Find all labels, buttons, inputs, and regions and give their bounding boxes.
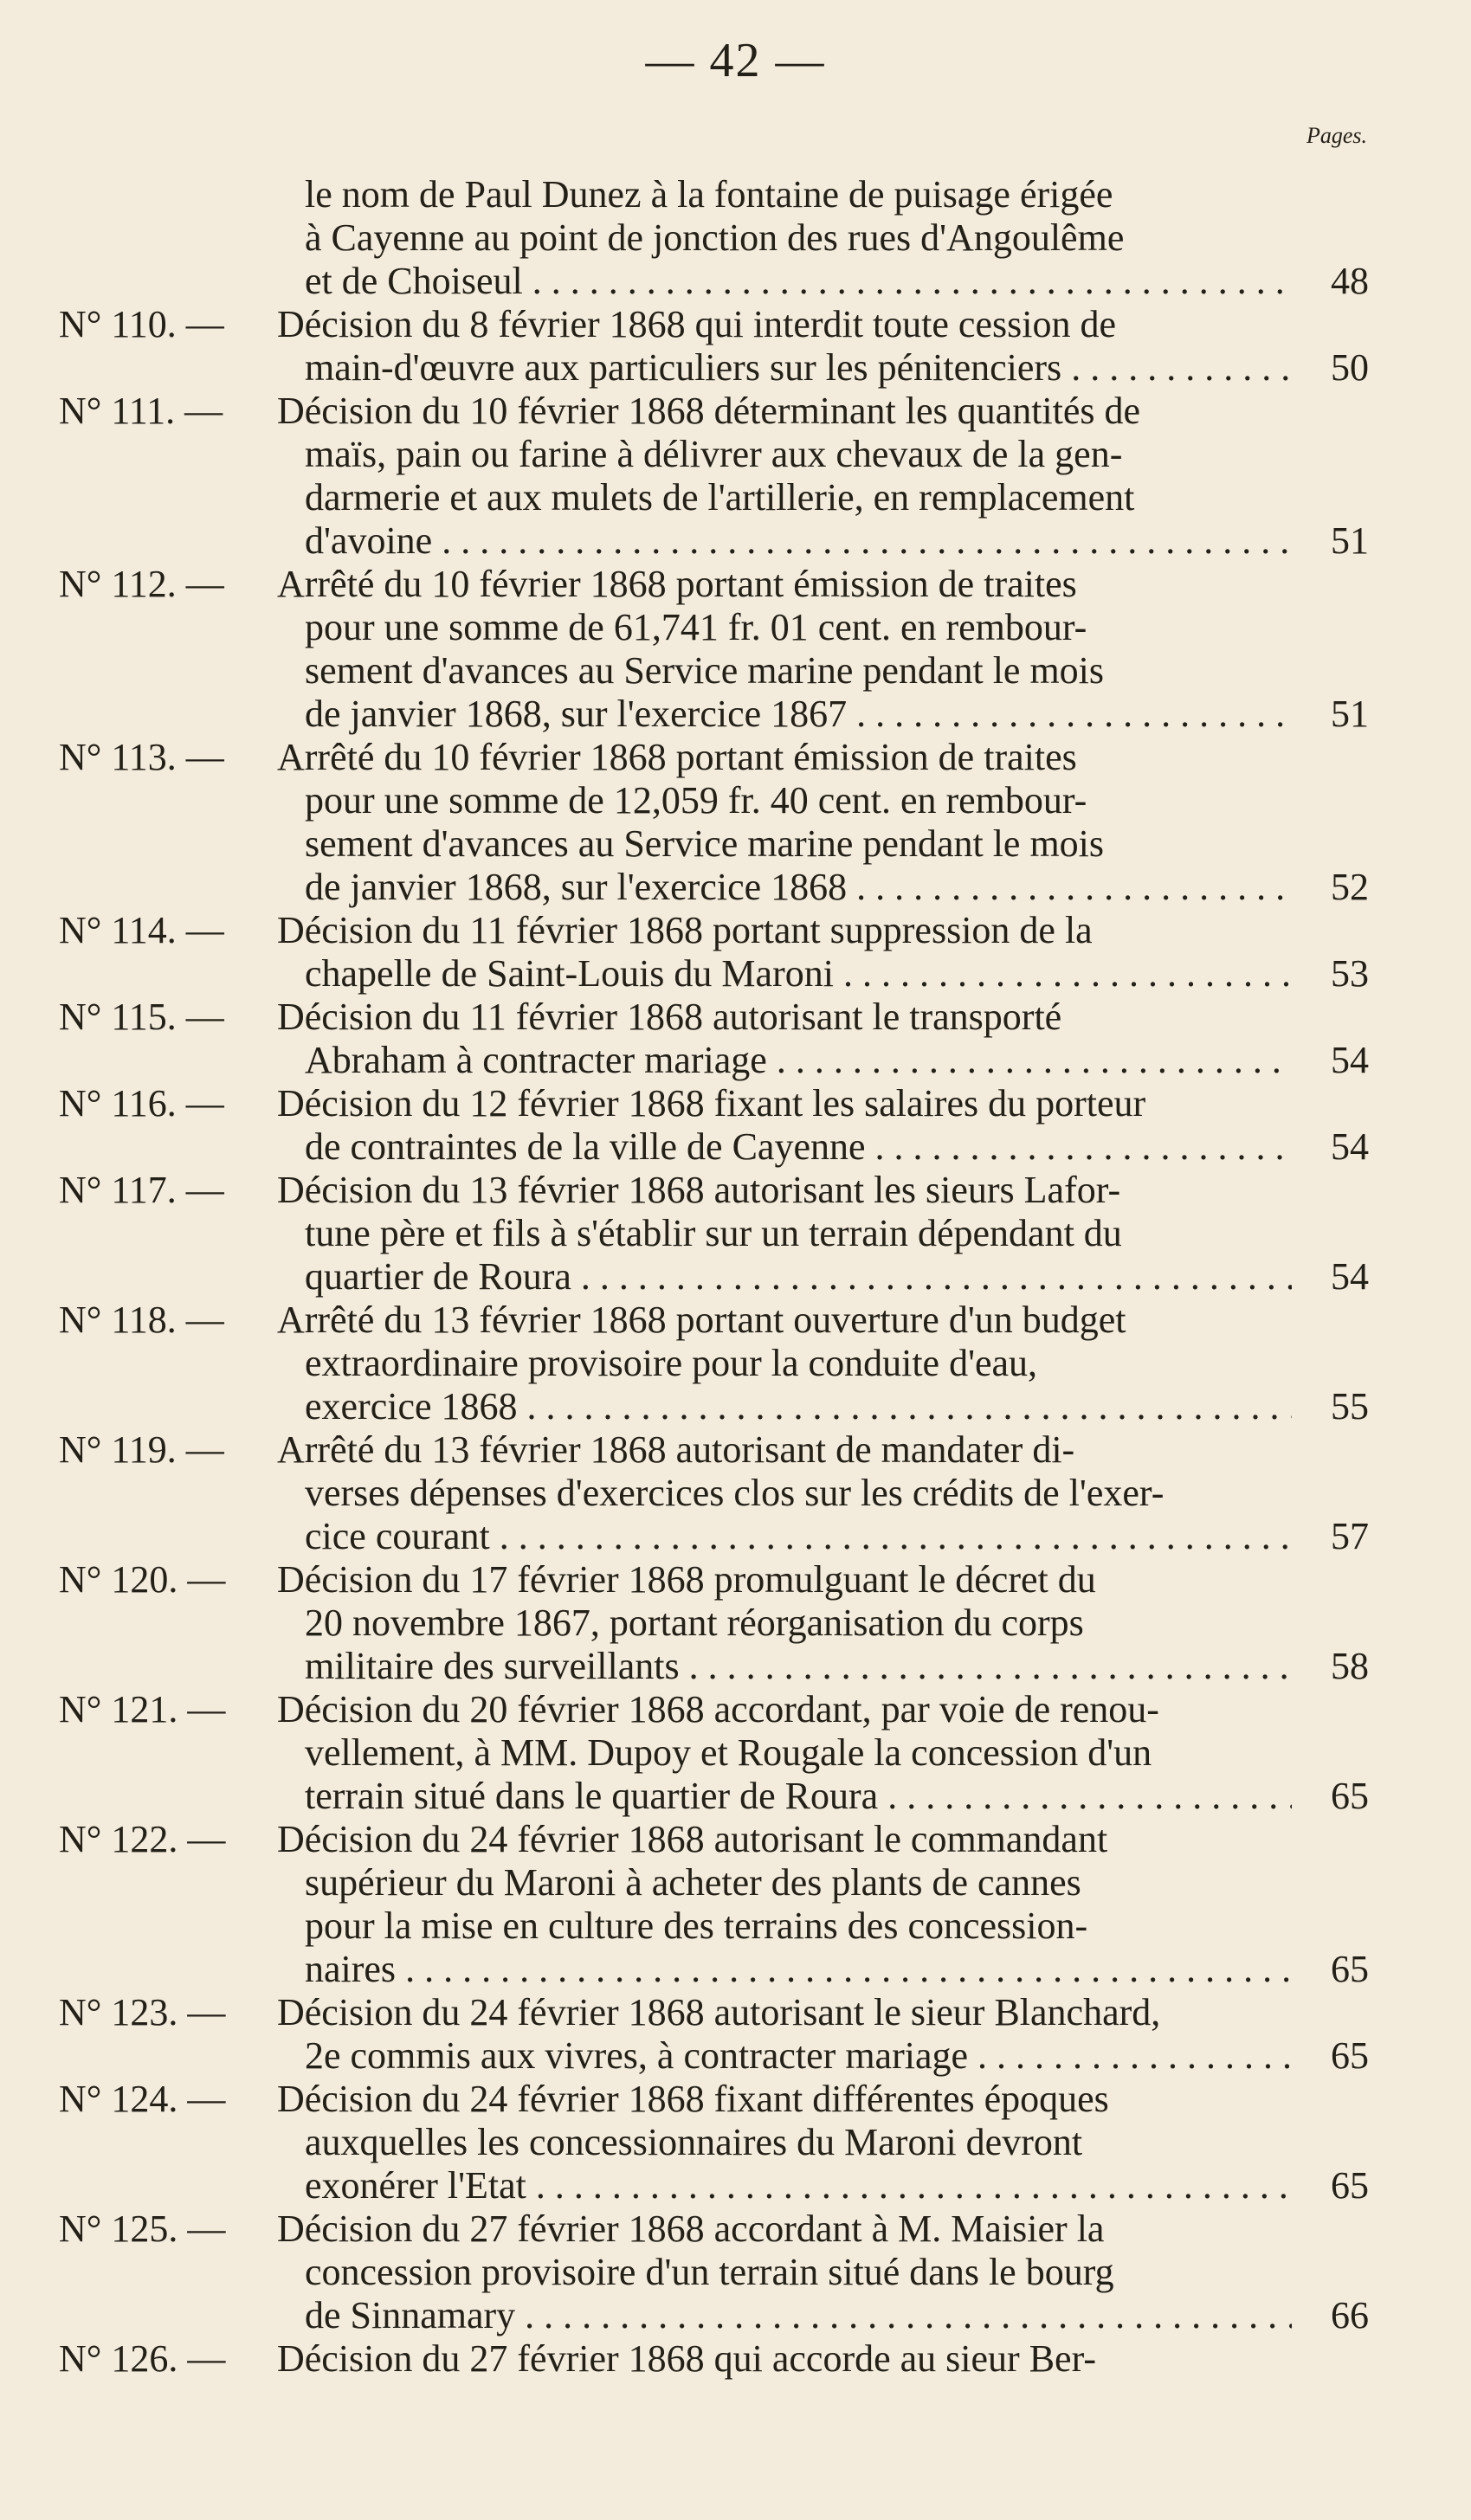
entry-number: N° 125. — bbox=[59, 2207, 226, 2250]
entry-page-number: 65 bbox=[1331, 1948, 1369, 1990]
toc-entry bbox=[0, 909, 1471, 996]
toc-entry bbox=[0, 2078, 1471, 2207]
entry-page-number: 54 bbox=[1331, 1039, 1369, 1081]
entry-line: Décision du 8 février 1868 qui interdit toute cession de bbox=[277, 303, 1116, 345]
entry-line: Décision du 27 février 1868 qui accorde au sieur Ber- bbox=[277, 2337, 1096, 2380]
entry-line: de janvier 1868, sur l'exercice 1867 . . . bbox=[305, 693, 1292, 736]
entry-line: Décision du 17 février 1868 promulguant le décret du bbox=[277, 1558, 1096, 1601]
toc-entry bbox=[0, 1558, 1471, 1688]
entry-page-number: 54 bbox=[1331, 1125, 1369, 1168]
entry-number: N° 124. — bbox=[59, 2078, 226, 2120]
entry-text bbox=[277, 303, 1292, 390]
toc-entry bbox=[0, 1688, 1471, 1818]
entry-number: N° 110. — bbox=[59, 303, 224, 345]
entry-line: Décision du 27 février 1868 accordant à M. Maisier la bbox=[277, 2207, 1105, 2250]
entry-page-number: 65 bbox=[1331, 2164, 1369, 2207]
entry-number: N° 121. — bbox=[59, 1688, 226, 1730]
toc-entry bbox=[0, 1169, 1471, 1299]
entry-text bbox=[277, 909, 1292, 996]
entry-line: quartier de Roura . . . bbox=[305, 1255, 1292, 1299]
entry-text bbox=[277, 736, 1292, 909]
toc-entry bbox=[0, 996, 1471, 1082]
toc-entry bbox=[0, 1818, 1471, 1991]
toc-entry bbox=[0, 2207, 1471, 2337]
entry-page-number: 50 bbox=[1331, 346, 1369, 389]
entry-line: militaire des surveillants . . . bbox=[305, 1645, 1292, 1688]
entry-number: N° 120. — bbox=[59, 1558, 226, 1601]
entry-text bbox=[277, 1688, 1292, 1818]
entry-line: extraordinaire provisoire pour la conduite d'eau, bbox=[305, 1342, 1038, 1384]
toc-entry bbox=[0, 173, 1471, 303]
entry-line: de contraintes de la ville de Cayenne . . . bbox=[305, 1125, 1292, 1169]
entry-line: Abraham à contracter mariage . . . bbox=[305, 1039, 1292, 1082]
entry-line: Décision du 12 février 1868 fixant les salaires du porteur bbox=[277, 1082, 1146, 1125]
entry-line: verses dépenses d'exercices clos sur les crédits de l'exer- bbox=[305, 1472, 1165, 1514]
entry-number: N° 116. — bbox=[59, 1082, 224, 1125]
entry-line: vellement, à MM. Dupoy et Rougale la concession d'un bbox=[305, 1731, 1152, 1774]
entry-line: pour une somme de 12,059 fr. 40 cent. en rembour- bbox=[305, 779, 1087, 822]
entry-number: N° 115. — bbox=[59, 996, 224, 1038]
entry-line: et de Choiseul . . . bbox=[305, 260, 1292, 303]
entry-line: supérieur du Maroni à acheter des plants de cannes bbox=[305, 1861, 1081, 1904]
entry-line: pour une somme de 61,741 fr. 01 cent. en rembour- bbox=[305, 606, 1087, 648]
toc-entry bbox=[0, 303, 1471, 390]
entry-page-number: 57 bbox=[1331, 1515, 1369, 1557]
entry-line: maïs, pain ou farine à délivrer aux chevaux de la gen- bbox=[305, 433, 1123, 475]
entry-line: 2e commis aux vivres, à contracter mariage . . . bbox=[305, 2034, 1292, 2078]
entry-text bbox=[277, 996, 1292, 1082]
entry-number: N° 111. — bbox=[59, 390, 223, 432]
entry-line: de janvier 1868, sur l'exercice 1868 . . . bbox=[305, 866, 1292, 909]
entry-text bbox=[277, 1169, 1292, 1299]
pages-column-header: Pages. bbox=[1306, 123, 1367, 148]
entry-line: terrain situé dans le quartier de Roura . . . bbox=[305, 1775, 1292, 1818]
entry-page-number: 65 bbox=[1331, 1775, 1369, 1817]
entry-line: le nom de Paul Dunez à la fontaine de puisage érigée bbox=[305, 173, 1113, 216]
entry-text bbox=[305, 173, 1292, 303]
entry-number: N° 122. — bbox=[59, 1818, 226, 1860]
entry-text bbox=[277, 1558, 1292, 1688]
entry-line: main-d'œuvre aux particuliers sur les pénitenciers . . . bbox=[305, 346, 1292, 390]
entry-line: Décision du 13 février 1868 autorisant les sieurs Lafor- bbox=[277, 1169, 1121, 1211]
entry-line: d'avoine . . . bbox=[305, 519, 1292, 563]
entry-text bbox=[277, 390, 1292, 563]
entry-line: concession provisoire d'un terrain situé dans le bourg bbox=[305, 2251, 1114, 2293]
entry-line: sement d'avances au Service marine pendant le mois bbox=[305, 649, 1105, 692]
entry-line: Décision du 10 février 1868 déterminant les quantités de bbox=[277, 390, 1141, 432]
entry-line: de Sinnamary . . . bbox=[305, 2294, 1292, 2337]
entry-text bbox=[277, 1818, 1292, 1991]
toc-entry bbox=[0, 1991, 1471, 2078]
entry-line: Arrêté du 13 février 1868 autorisant de mandater di- bbox=[277, 1428, 1075, 1471]
toc-entry bbox=[0, 390, 1471, 563]
entry-line: exonérer l'Etat . . . bbox=[305, 2164, 1292, 2207]
entry-page-number: 54 bbox=[1331, 1255, 1369, 1298]
entry-line: Décision du 20 février 1868 accordant, par voie de renou- bbox=[277, 1688, 1159, 1730]
entry-number: N° 123. — bbox=[59, 1991, 226, 2033]
entry-number: N° 119. — bbox=[59, 1428, 224, 1471]
entry-number: N° 117. — bbox=[59, 1169, 224, 1211]
entry-page-number: 65 bbox=[1331, 2034, 1369, 2077]
entry-number: N° 112. — bbox=[59, 563, 224, 605]
entry-number: N° 118. — bbox=[59, 1299, 224, 1341]
entry-line: darmerie et aux mulets de l'artillerie, en remplacement bbox=[305, 476, 1135, 519]
entry-text bbox=[277, 2337, 1292, 2381]
entry-number: N° 113. — bbox=[59, 736, 224, 778]
page-number: — 42 — bbox=[645, 34, 826, 87]
entry-line: Décision du 24 février 1868 autorisant le commandant bbox=[277, 1818, 1108, 1860]
toc-entry bbox=[0, 1428, 1471, 1558]
entry-page-number: 52 bbox=[1331, 866, 1369, 908]
table-of-contents bbox=[0, 173, 1471, 2381]
entry-text bbox=[277, 563, 1292, 736]
entry-number: N° 114. — bbox=[59, 909, 224, 951]
entry-line: 20 novembre 1867, portant réorganisation du corps bbox=[305, 1602, 1084, 1644]
entry-text bbox=[277, 2207, 1292, 2337]
entry-text bbox=[277, 1428, 1292, 1558]
entry-line: sement d'avances au Service marine pendant le mois bbox=[305, 822, 1105, 865]
entry-page-number: 66 bbox=[1331, 2294, 1369, 2336]
entry-line: auxquelles les concessionnaires du Maroni devront bbox=[305, 2121, 1083, 2163]
entry-line: tune père et fils à s'établir sur un terrain dépendant du bbox=[305, 1212, 1122, 1254]
entry-page-number: 53 bbox=[1331, 952, 1369, 995]
entry-line: Décision du 24 février 1868 fixant différentes époques bbox=[277, 2078, 1109, 2120]
entry-text bbox=[277, 1991, 1292, 2078]
entry-text bbox=[277, 1299, 1292, 1428]
entry-text bbox=[277, 2078, 1292, 2207]
toc-entry bbox=[0, 1299, 1471, 1428]
entry-line: Décision du 11 février 1868 autorisant le transporté bbox=[277, 996, 1062, 1038]
entry-line: cice courant . . . bbox=[305, 1515, 1292, 1558]
entry-line: pour la mise en culture des terrains des concession- bbox=[305, 1905, 1088, 1947]
toc-entry bbox=[0, 2337, 1471, 2381]
toc-entry bbox=[0, 736, 1471, 909]
entry-line: chapelle de Saint-Louis du Maroni . . . bbox=[305, 952, 1292, 996]
entry-line: Arrêté du 10 février 1868 portant émission de traites bbox=[277, 736, 1077, 778]
entry-line: exercice 1868 . . . bbox=[305, 1385, 1292, 1428]
entry-page-number: 55 bbox=[1331, 1385, 1369, 1428]
entry-page-number: 51 bbox=[1331, 693, 1369, 735]
entry-number: N° 126. — bbox=[59, 2337, 226, 2380]
entry-page-number: 48 bbox=[1331, 260, 1369, 302]
entry-line: à Cayenne au point de jonction des rues d'Angoulême bbox=[305, 216, 1125, 259]
toc-entry bbox=[0, 563, 1471, 736]
entry-line: Arrêté du 13 février 1868 portant ouverture d'un budget bbox=[277, 1299, 1126, 1341]
entry-line: Arrêté du 10 février 1868 portant émission de traites bbox=[277, 563, 1077, 605]
entry-text bbox=[277, 1082, 1292, 1169]
entry-line: naires . . . bbox=[305, 1948, 1292, 1991]
toc-entry bbox=[0, 1082, 1471, 1169]
entry-line: Décision du 11 février 1868 portant suppression de la bbox=[277, 909, 1093, 951]
entry-line: Décision du 24 février 1868 autorisant le sieur Blanchard, bbox=[277, 1991, 1161, 2033]
entry-page-number: 51 bbox=[1331, 519, 1369, 562]
entry-page-number: 58 bbox=[1331, 1645, 1369, 1687]
